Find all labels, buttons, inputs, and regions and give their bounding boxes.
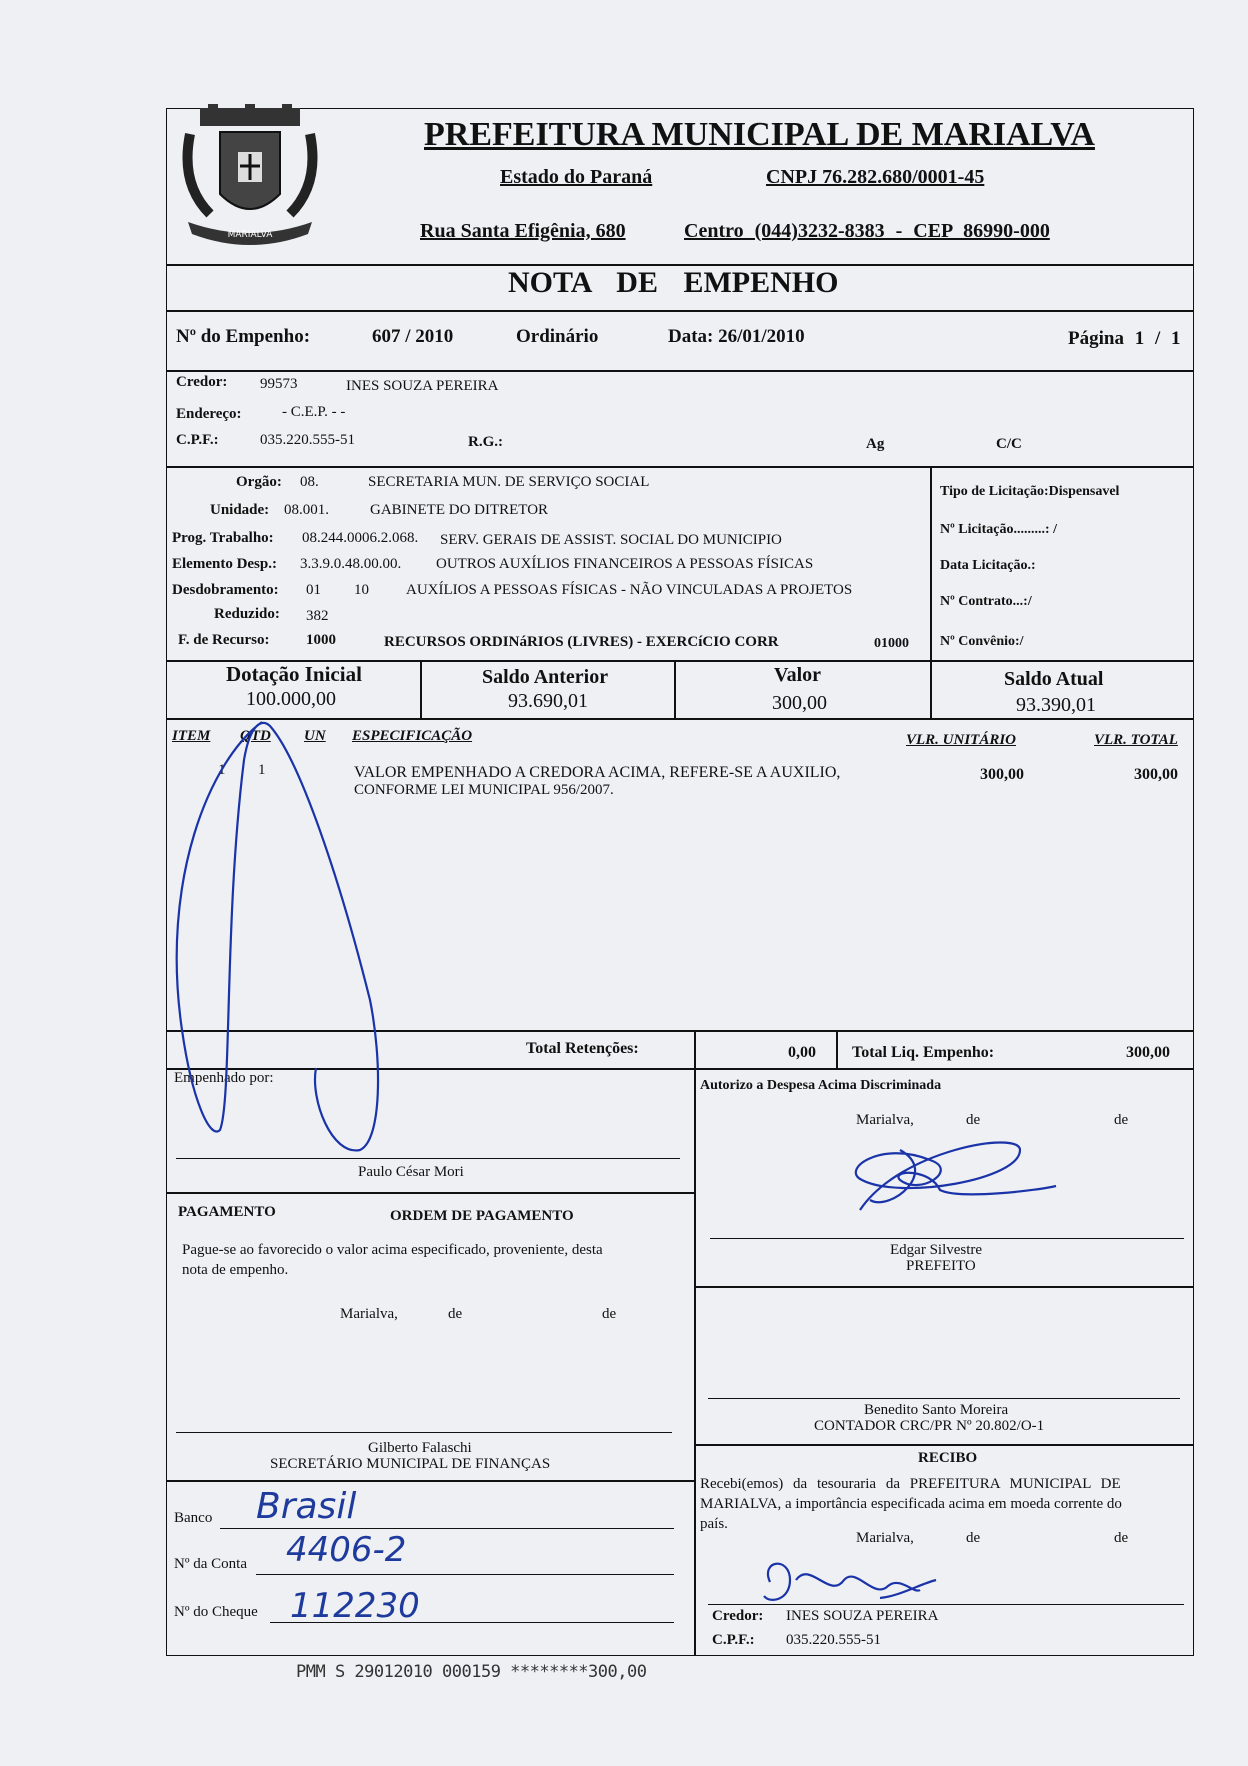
endereco-value: - C.E.P. - - [282,404,346,420]
autorizo-de1: de [966,1112,981,1128]
saldo-atual-value: 93.390,01 [1016,694,1096,716]
endereco-label: Endereço: [176,406,242,422]
col-item-header: ITEM [172,728,211,744]
numero-contrato: Nº Contrato...:/ [940,594,1032,609]
prefeito-signature [856,1143,1056,1211]
recurso-label: F. de Recurso: [178,632,270,648]
total-liq-value: 300,00 [1126,1044,1170,1061]
elemento-label: Elemento Desp.: [172,556,277,572]
prog-desc: SERV. GERAIS DE ASSIST. SOCIAL DO MUNICIPIO [440,532,782,548]
pagamento-label: PAGAMENTO [178,1204,276,1220]
crest-text: MARIALVA [227,230,273,240]
banco-handwritten: Brasil [256,1486,357,1527]
col-un-header: UN [304,728,326,744]
total-retencoes-label: Total Retenções: [526,1040,639,1057]
secretario-name: Gilberto Falaschi [368,1440,472,1456]
desdobramento-code1: 01 [306,582,321,598]
desdobramento-desc: AUXÍLIOS A PESSOAS FÍSICAS - NÃO VINCULADAS A PROJETOS [406,582,853,598]
prefeito-role: PREFEITO [906,1258,976,1274]
secretario-role: SECRETÁRIO MUNICIPAL DE FINANÇAS [270,1456,551,1472]
desdobramento-code2: 10 [354,582,369,598]
cheque-handwritten: 112230 [290,1586,420,1626]
col-qtd-header: QTD [240,728,271,744]
rg-label: R.G.: [468,434,503,450]
recibo-de2: de [1114,1530,1129,1546]
banco-label: Banco [174,1510,213,1526]
col-vlr-total-header: VLR. TOTAL [1094,732,1178,748]
pagamento-de1: de [448,1306,463,1322]
footer-stamp: PMM S 29012010 000159 ********300,00 [296,1662,647,1682]
recibo-text-line1: Recebi(emos) da tesouraria da PREFEITURA MUNICIPAL DE [700,1476,1121,1492]
unidade-code: 08.001. [284,502,329,518]
item-spec-line2: CONFORME LEI MUNICIPAL 956/2007. [354,782,614,798]
empenho-type: Ordinário [516,326,599,347]
recibo-credor-name: INES SOUZA PEREIRA [786,1608,939,1624]
saldo-atual-label: Saldo Atual [1004,668,1104,690]
recibo-credor-label: Credor: [712,1608,764,1624]
recibo-de1: de [966,1530,981,1546]
credor-signature [764,1564,936,1600]
document-title: NOTA DE EMPENHO [508,266,839,299]
empenho-label: Nº do Empenho: [176,326,311,347]
empenhado-label: Empenhado por: [174,1070,274,1086]
credor-label: Credor: [176,374,228,390]
unidade-label: Unidade: [210,502,270,518]
contador-role: CONTADOR CRC/PR Nº 20.802/O-1 [814,1418,1045,1434]
conta-handwritten: 4406-2 [286,1530,407,1570]
recibo-cpf-value: 035.220.555-51 [786,1632,881,1648]
desdobramento-label: Desdobramento: [172,582,279,598]
autorizo-city: Marialva, [856,1112,914,1128]
reduzido-value: 382 [306,608,329,624]
cpf-value: 035.220.555-51 [260,432,355,448]
cc-label: C/C [996,436,1022,452]
pagamento-text-line1: Pague-se ao favorecido o valor acima especificado, proveniente, desta [182,1242,603,1258]
empenhado-name: Paulo César Mori [358,1164,464,1180]
orgao-label: Orgão: [236,474,282,490]
contador-name: Benedito Santo Moreira [864,1402,1009,1418]
total-retencoes-value: 0,00 [788,1044,816,1061]
reduzido-label: Reduzido: [214,606,280,622]
valor-label: Valor [774,664,822,686]
credor-name: INES SOUZA PEREIRA [346,378,499,394]
item-number: 1 [218,762,226,778]
credor-code: 99573 [260,376,298,392]
saldo-anterior-label: Saldo Anterior [482,666,609,688]
cheque-label: Nº do Cheque [174,1604,258,1620]
recurso-code: 1000 [306,632,336,648]
saldo-anterior-value: 93.690,01 [508,690,588,712]
state-label: Estado do Paraná [500,166,653,188]
tipo-licitacao: Tipo de Licitação:Dispensavel [940,484,1120,499]
item-vlr-total: 300,00 [1134,766,1178,783]
page-number: Página 1 / 1 [1068,328,1181,349]
numero-licitacao: Nº Licitação.........: / [940,522,1057,537]
contact-label: Centro (044)3232-8383 - CEP 86990-000 [684,220,1050,242]
empenho-date: Data: 26/01/2010 [668,326,805,347]
cnpj-label: CNPJ 76.282.680/0001-45 [766,166,985,188]
item-qtd: 1 [258,762,266,778]
orgao-desc: SECRETARIA MUN. DE SERVIÇO SOCIAL [368,474,650,490]
recibo-text-line2: MARIALVA, a importância especificada acima em moeda corrente do [700,1496,1122,1512]
data-licitacao: Data Licitação.: [940,558,1036,573]
autorizo-label: Autorizo a Despesa Acima Discriminada [700,1078,942,1093]
ag-label: Ag [866,436,885,452]
dotacao-label: Dotação Inicial [226,662,362,686]
col-especificacao-header: ESPECIFICAÇÃO [352,728,473,744]
address-label: Rua Santa Efigênia, 680 [420,220,626,242]
pagamento-city: Marialva, [340,1306,398,1322]
prefeitura-title: PREFEITURA MUNICIPAL DE MARIALVA [424,116,1095,153]
cpf-label: C.P.F.: [176,432,219,448]
recibo-text-line3: país. [700,1516,728,1532]
item-spec-line1: VALOR EMPENHADO A CREDORA ACIMA, REFERE-SE A AUXILIO, [354,764,841,781]
empenhado-signature [177,722,378,1150]
recibo-city: Marialva, [856,1530,914,1546]
col-vlr-unitario-header: VLR. UNITÁRIO [906,732,1017,748]
orgao-code: 08. [300,474,319,490]
recurso-code2: 01000 [874,636,909,651]
pagamento-de2: de [602,1306,617,1322]
empenho-number: 607 / 2010 [372,326,454,347]
numero-convenio: Nº Convênio:/ [940,634,1024,649]
prog-code: 08.244.0006.2.068. [302,530,419,546]
dotacao-value: 100.000,00 [246,688,336,710]
pagamento-text-line2: nota de empenho. [182,1262,289,1278]
recibo-label: RECIBO [918,1450,978,1466]
ordem-pagamento-label: ORDEM DE PAGAMENTO [390,1208,574,1224]
unidade-desc: GABINETE DO DITRETOR [370,502,549,518]
recibo-cpf-label: C.P.F.: [712,1632,755,1648]
prog-label: Prog. Trabalho: [172,530,274,546]
elemento-code: 3.3.9.0.48.00.00. [300,556,402,572]
total-liq-label: Total Liq. Empenho: [852,1044,995,1061]
autorizo-de2: de [1114,1112,1129,1128]
item-vlr-unitario: 300,00 [980,766,1024,783]
prefeito-name: Edgar Silvestre [890,1242,983,1258]
elemento-desc: OUTROS AUXÍLIOS FINANCEIROS A PESSOAS FÍSICAS [436,556,814,572]
valor-value: 300,00 [772,692,827,714]
conta-label: Nº da Conta [174,1556,247,1572]
recurso-desc: RECURSOS ORDINáRIOS (LIVRES) - EXERCíCIO CORR [384,634,779,650]
